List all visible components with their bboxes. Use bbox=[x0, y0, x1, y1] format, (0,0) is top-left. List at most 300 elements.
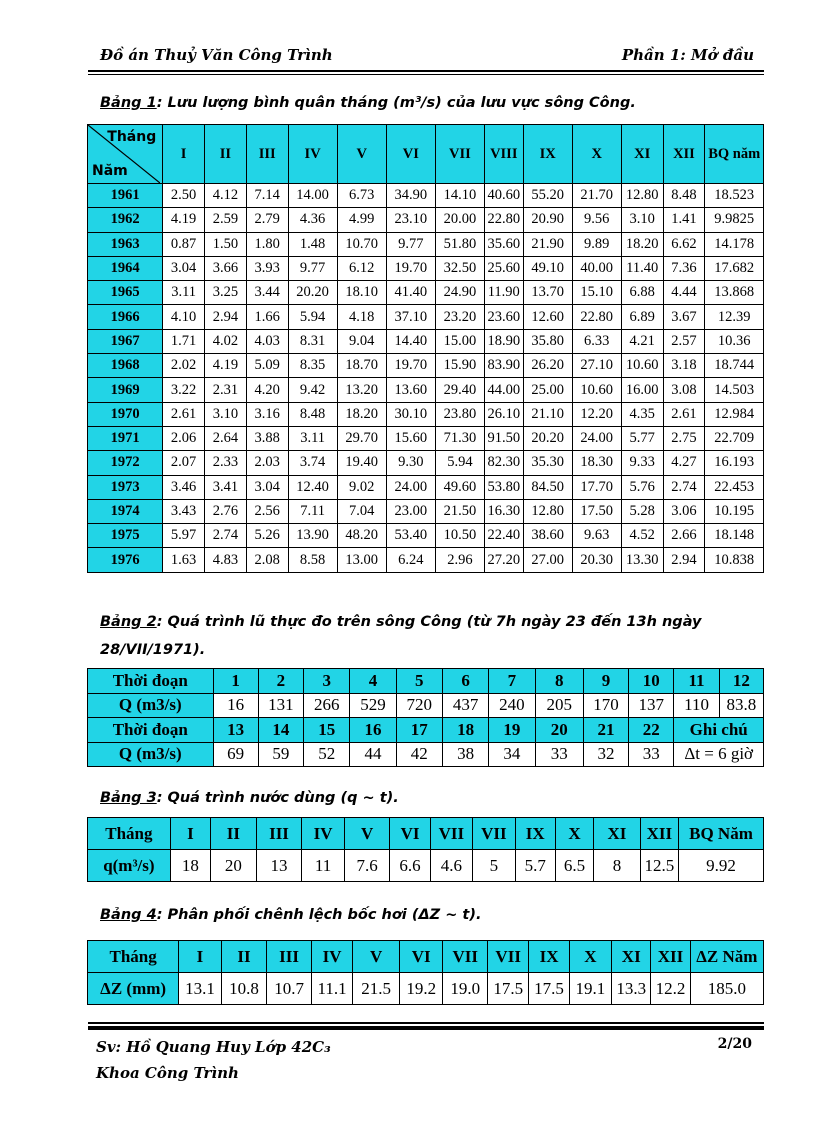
month-header: XII bbox=[640, 818, 678, 850]
period-number: 20 bbox=[535, 718, 583, 743]
month-header: III bbox=[246, 125, 288, 184]
flow-value-cell: 26.10 bbox=[484, 402, 523, 426]
flow-value-cell: 6.62 bbox=[663, 232, 705, 256]
flow-value-cell: 12.984 bbox=[705, 402, 764, 426]
flow-value-cell: 9.77 bbox=[288, 256, 337, 280]
table1-caption-text: : Lưu lượng bình quân tháng (m³/s) của lưu vực sông Công. bbox=[156, 95, 636, 111]
flow-value-cell: 1.63 bbox=[163, 548, 205, 572]
month-header: III bbox=[256, 818, 302, 850]
year-cell: 1970 bbox=[88, 402, 163, 426]
period-number: 22 bbox=[629, 718, 674, 743]
month-header: VI bbox=[386, 125, 435, 184]
month-header: I bbox=[179, 941, 221, 973]
flow-value-cell: 4.36 bbox=[288, 208, 337, 232]
table-row bbox=[88, 232, 764, 256]
flow-value-cell: 14.178 bbox=[705, 232, 764, 256]
flow-value-cell: 15.00 bbox=[435, 329, 484, 353]
period-row-1 bbox=[88, 669, 764, 694]
table-row bbox=[88, 499, 764, 523]
flow-value-cell: 4.19 bbox=[205, 354, 247, 378]
evaporation-value: 19.2 bbox=[399, 973, 443, 1005]
flow-value-cell: 3.88 bbox=[246, 426, 288, 450]
flow-value-cell: 10.70 bbox=[337, 232, 386, 256]
flow-value-cell: 2.31 bbox=[205, 378, 247, 402]
flow-value-cell: 3.11 bbox=[163, 281, 205, 305]
month-header: VII bbox=[488, 941, 529, 973]
flow-value-cell: 12.40 bbox=[288, 475, 337, 499]
water-use-value: 11 bbox=[302, 850, 344, 882]
flow-value-cell: 2.75 bbox=[663, 426, 705, 450]
month-header: IV bbox=[288, 125, 337, 184]
flow-value-cell: 3.04 bbox=[163, 256, 205, 280]
water-use-value: 6.6 bbox=[390, 850, 430, 882]
flow-value-cell: 22.40 bbox=[484, 524, 523, 548]
discharge-value: 32 bbox=[583, 742, 628, 767]
month-header: III bbox=[267, 941, 312, 973]
flow-value-cell: 14.503 bbox=[705, 378, 764, 402]
flow-value-cell: 2.94 bbox=[205, 305, 247, 329]
flow-value-cell: 2.94 bbox=[663, 548, 705, 572]
flow-value-cell: 3.41 bbox=[205, 475, 247, 499]
period-number: 4 bbox=[350, 669, 396, 694]
discharge-value: 529 bbox=[350, 693, 396, 718]
flow-value-cell: 4.52 bbox=[621, 524, 663, 548]
flow-value-cell: 3.44 bbox=[246, 281, 288, 305]
flow-value-cell: 13.00 bbox=[337, 548, 386, 572]
discharge-label: Q (m3/s) bbox=[88, 693, 214, 718]
period-number: 7 bbox=[489, 669, 535, 694]
flow-value-cell: 2.61 bbox=[663, 402, 705, 426]
month-header: V bbox=[353, 941, 400, 973]
flow-value-cell: 32.50 bbox=[435, 256, 484, 280]
flow-value-cell: 4.18 bbox=[337, 305, 386, 329]
water-use-value: 18 bbox=[170, 850, 210, 882]
discharge-value: 170 bbox=[583, 693, 628, 718]
water-use-value: 5 bbox=[473, 850, 515, 882]
flow-value-cell: 13.30 bbox=[621, 548, 663, 572]
flow-value-cell: 5.28 bbox=[621, 499, 663, 523]
discharge-value: 59 bbox=[258, 742, 303, 767]
discharge-value: 131 bbox=[258, 693, 303, 718]
year-cell: 1976 bbox=[88, 548, 163, 572]
evaporation-value: 13.1 bbox=[179, 973, 221, 1005]
period-number: 10 bbox=[629, 669, 674, 694]
flow-value-cell: 22.80 bbox=[484, 208, 523, 232]
table-row bbox=[88, 184, 764, 208]
table3-caption-label: Bảng 3 bbox=[100, 790, 157, 806]
flood-hydrograph-table bbox=[87, 668, 764, 767]
year-cell: 1973 bbox=[88, 475, 163, 499]
flow-value-cell: 51.80 bbox=[435, 232, 484, 256]
flow-value-cell: 5.26 bbox=[246, 524, 288, 548]
flow-value-cell: 19.70 bbox=[386, 256, 435, 280]
table4-caption bbox=[100, 907, 482, 923]
flow-value-cell: 2.74 bbox=[205, 524, 247, 548]
table-row bbox=[88, 548, 764, 572]
flow-value-cell: 3.93 bbox=[246, 256, 288, 280]
period-number: 17 bbox=[396, 718, 442, 743]
flow-value-cell: 8.48 bbox=[288, 402, 337, 426]
flow-value-cell: 3.16 bbox=[246, 402, 288, 426]
month-header: IV bbox=[302, 818, 344, 850]
flow-value-cell: 84.50 bbox=[523, 475, 572, 499]
flow-value-cell: 9.42 bbox=[288, 378, 337, 402]
month-header: II bbox=[211, 818, 257, 850]
month-header: V bbox=[344, 818, 390, 850]
flow-value-cell: 19.70 bbox=[386, 354, 435, 378]
flow-value-cell: 6.24 bbox=[386, 548, 435, 572]
year-cell: 1975 bbox=[88, 524, 163, 548]
flow-value-cell: 22.80 bbox=[572, 305, 621, 329]
water-use-value: 12.5 bbox=[640, 850, 678, 882]
flow-value-cell: 3.66 bbox=[205, 256, 247, 280]
flow-value-cell: 5.94 bbox=[288, 305, 337, 329]
flow-value-cell: 3.25 bbox=[205, 281, 247, 305]
water-use-value: 5.7 bbox=[515, 850, 555, 882]
flow-value-cell: 18.10 bbox=[337, 281, 386, 305]
table2-caption bbox=[100, 608, 760, 664]
evaporation-value: 21.5 bbox=[353, 973, 400, 1005]
discharge-value: 16 bbox=[213, 693, 258, 718]
discharge-label: Q (m3/s) bbox=[88, 742, 214, 767]
month-header: IX bbox=[523, 125, 572, 184]
flow-value-cell: 71.30 bbox=[435, 426, 484, 450]
flow-value-cell: 27.20 bbox=[484, 548, 523, 572]
month-header: XII bbox=[663, 125, 705, 184]
evaporation-value: 17.5 bbox=[488, 973, 529, 1005]
flow-value-cell: 8.31 bbox=[288, 329, 337, 353]
evaporation-value: 19.1 bbox=[569, 973, 611, 1005]
table-row bbox=[88, 208, 764, 232]
discharge-value: 205 bbox=[535, 693, 583, 718]
flow-value-cell: 2.08 bbox=[246, 548, 288, 572]
discharge-value: 42 bbox=[396, 742, 442, 767]
corner-month-label: Tháng bbox=[107, 129, 157, 145]
flow-value-cell: 3.18 bbox=[663, 354, 705, 378]
period-number: 2 bbox=[258, 669, 303, 694]
flow-value-cell: 5.77 bbox=[621, 426, 663, 450]
flow-value-cell: 14.10 bbox=[435, 184, 484, 208]
flow-value-cell: 21.50 bbox=[435, 499, 484, 523]
flow-value-cell: 2.03 bbox=[246, 451, 288, 475]
table3-caption bbox=[100, 790, 399, 806]
flow-value-cell: 27.00 bbox=[523, 548, 572, 572]
flow-value-cell: 40.60 bbox=[484, 184, 523, 208]
period-number: 3 bbox=[304, 669, 350, 694]
month-row bbox=[88, 941, 764, 973]
discharge-value: 34 bbox=[489, 742, 535, 767]
year-cell: 1965 bbox=[88, 281, 163, 305]
discharge-value: 69 bbox=[213, 742, 258, 767]
flow-value-cell: 13.90 bbox=[288, 524, 337, 548]
flow-value-cell: 2.66 bbox=[663, 524, 705, 548]
flow-value-cell: 18.30 bbox=[572, 451, 621, 475]
flow-value-cell: 10.50 bbox=[435, 524, 484, 548]
flow-value-cell: 13.60 bbox=[386, 378, 435, 402]
flow-value-cell: 2.61 bbox=[163, 402, 205, 426]
flow-value-cell: 41.40 bbox=[386, 281, 435, 305]
flow-value-cell: 3.08 bbox=[663, 378, 705, 402]
month-header: BQ năm bbox=[705, 125, 764, 184]
period-number: 19 bbox=[489, 718, 535, 743]
corner-year-label: Năm bbox=[92, 163, 128, 179]
year-cell: 1974 bbox=[88, 499, 163, 523]
month-header: ΔZ Năm bbox=[690, 941, 763, 973]
flow-value-cell: 9.30 bbox=[386, 451, 435, 475]
flow-value-cell: 7.04 bbox=[337, 499, 386, 523]
flow-value-cell: 53.40 bbox=[386, 524, 435, 548]
flow-value-cell: 9.9825 bbox=[705, 208, 764, 232]
flow-value-cell: 23.00 bbox=[386, 499, 435, 523]
flow-value-cell: 9.33 bbox=[621, 451, 663, 475]
flow-value-cell: 18.20 bbox=[337, 402, 386, 426]
flow-value-cell: 16.00 bbox=[621, 378, 663, 402]
water-use-table bbox=[87, 817, 764, 882]
flow-value-cell: 2.33 bbox=[205, 451, 247, 475]
flow-value-cell: 1.48 bbox=[288, 232, 337, 256]
month-header: VII bbox=[473, 818, 515, 850]
flow-value-cell: 21.90 bbox=[523, 232, 572, 256]
month-header: IX bbox=[515, 818, 555, 850]
flow-value-cell: 2.57 bbox=[663, 329, 705, 353]
month-header: VII bbox=[435, 125, 484, 184]
flow-value-cell: 5.09 bbox=[246, 354, 288, 378]
flow-value-cell: 14.00 bbox=[288, 184, 337, 208]
flow-value-cell: 9.77 bbox=[386, 232, 435, 256]
flow-value-cell: 3.67 bbox=[663, 305, 705, 329]
flow-value-cell: 3.74 bbox=[288, 451, 337, 475]
flow-value-cell: 6.73 bbox=[337, 184, 386, 208]
month-header: X bbox=[555, 818, 593, 850]
flow-value-cell: 3.04 bbox=[246, 475, 288, 499]
footer-department: Khoa Công Trình bbox=[96, 1064, 239, 1082]
flow-value-cell: 4.10 bbox=[163, 305, 205, 329]
flow-value-cell: 11.90 bbox=[484, 281, 523, 305]
flow-value-cell: 4.19 bbox=[163, 208, 205, 232]
table-row bbox=[88, 451, 764, 475]
flow-value-cell: 2.96 bbox=[435, 548, 484, 572]
flow-value-cell: 24.00 bbox=[572, 426, 621, 450]
month-header: BQ Năm bbox=[678, 818, 763, 850]
flow-value-cell: 30.10 bbox=[386, 402, 435, 426]
period-number: 21 bbox=[583, 718, 628, 743]
flow-value-cell: 12.80 bbox=[621, 184, 663, 208]
flow-value-cell: 35.80 bbox=[523, 329, 572, 353]
note-header: Ghi chú bbox=[674, 718, 764, 743]
year-cell: 1966 bbox=[88, 305, 163, 329]
period-label: Thời đoạn bbox=[88, 718, 214, 743]
flow-value-cell: 2.06 bbox=[163, 426, 205, 450]
flow-value-cell: 2.50 bbox=[163, 184, 205, 208]
year-cell: 1962 bbox=[88, 208, 163, 232]
discharge-value: 137 bbox=[629, 693, 674, 718]
flow-value-cell: 18.744 bbox=[705, 354, 764, 378]
flow-value-cell: 49.60 bbox=[435, 475, 484, 499]
flow-value-cell: 9.63 bbox=[572, 524, 621, 548]
flow-value-cell: 20.00 bbox=[435, 208, 484, 232]
flow-value-cell: 1.50 bbox=[205, 232, 247, 256]
year-cell: 1972 bbox=[88, 451, 163, 475]
flow-value-cell: 5.94 bbox=[435, 451, 484, 475]
period-number: 18 bbox=[442, 718, 488, 743]
flow-value-cell: 8.48 bbox=[663, 184, 705, 208]
water-use-value: 4.6 bbox=[430, 850, 472, 882]
discharge-value: 52 bbox=[304, 742, 350, 767]
discharge-value: 266 bbox=[304, 693, 350, 718]
header-rule bbox=[88, 70, 764, 72]
period-number: 5 bbox=[396, 669, 442, 694]
footer-rule bbox=[88, 1022, 764, 1024]
flow-value-cell: 12.39 bbox=[705, 305, 764, 329]
flow-value-cell: 12.80 bbox=[523, 499, 572, 523]
evaporation-value: 10.8 bbox=[221, 973, 267, 1005]
flow-value-cell: 4.02 bbox=[205, 329, 247, 353]
flow-value-cell: 10.838 bbox=[705, 548, 764, 572]
flow-value-cell: 4.44 bbox=[663, 281, 705, 305]
page-header bbox=[100, 46, 754, 70]
table2-caption-label: Bảng 2 bbox=[100, 614, 157, 630]
flow-value-cell: 29.70 bbox=[337, 426, 386, 450]
water-use-value: 7.6 bbox=[344, 850, 390, 882]
month-header: XII bbox=[651, 941, 690, 973]
header-title: Đồ án Thuỷ Văn Công Trình bbox=[100, 46, 333, 64]
flow-value-cell: 18.20 bbox=[621, 232, 663, 256]
period-number: 6 bbox=[442, 669, 488, 694]
flow-value-cell: 17.70 bbox=[572, 475, 621, 499]
flow-value-cell: 8.58 bbox=[288, 548, 337, 572]
flow-value-cell: 10.60 bbox=[621, 354, 663, 378]
water-use-row bbox=[88, 850, 764, 882]
flow-value-cell: 37.10 bbox=[386, 305, 435, 329]
discharge-value: 83.8 bbox=[719, 693, 763, 718]
flow-value-cell: 6.89 bbox=[621, 305, 663, 329]
flow-value-cell: 2.59 bbox=[205, 208, 247, 232]
period-number: 16 bbox=[350, 718, 396, 743]
period-number: 1 bbox=[213, 669, 258, 694]
flow-value-cell: 91.50 bbox=[484, 426, 523, 450]
month-header: XI bbox=[621, 125, 663, 184]
year-cell: 1968 bbox=[88, 354, 163, 378]
table-row bbox=[88, 524, 764, 548]
flow-value-cell: 3.10 bbox=[205, 402, 247, 426]
table1-corner-cell bbox=[88, 125, 163, 184]
flow-value-cell: 23.60 bbox=[484, 305, 523, 329]
flow-value-cell: 4.21 bbox=[621, 329, 663, 353]
flow-value-cell: 1.71 bbox=[163, 329, 205, 353]
flow-value-cell: 12.60 bbox=[523, 305, 572, 329]
flow-value-cell: 6.88 bbox=[621, 281, 663, 305]
month-header: II bbox=[205, 125, 247, 184]
year-cell: 1961 bbox=[88, 184, 163, 208]
flow-value-cell: 5.97 bbox=[163, 524, 205, 548]
flow-value-cell: 23.10 bbox=[386, 208, 435, 232]
flow-value-cell: 2.76 bbox=[205, 499, 247, 523]
flow-value-cell: 3.11 bbox=[288, 426, 337, 450]
flow-value-cell: 2.02 bbox=[163, 354, 205, 378]
year-cell: 1969 bbox=[88, 378, 163, 402]
table-row bbox=[88, 378, 764, 402]
flow-value-cell: 3.06 bbox=[663, 499, 705, 523]
table4-caption-text: : Phân phối chênh lệch bốc hơi (ΔZ ~ t). bbox=[156, 907, 482, 923]
page-footer bbox=[96, 1034, 331, 1086]
flow-value-cell: 10.60 bbox=[572, 378, 621, 402]
flow-value-cell: 4.35 bbox=[621, 402, 663, 426]
month-header: XI bbox=[594, 818, 641, 850]
month-header: VII bbox=[430, 818, 472, 850]
flow-value-cell: 34.90 bbox=[386, 184, 435, 208]
period-number: 15 bbox=[304, 718, 350, 743]
flow-value-cell: 21.70 bbox=[572, 184, 621, 208]
flow-value-cell: 25.00 bbox=[523, 378, 572, 402]
flow-value-cell: 7.14 bbox=[246, 184, 288, 208]
flow-value-cell: 20.90 bbox=[523, 208, 572, 232]
header-section: Phần 1: Mở đầu bbox=[621, 46, 754, 64]
flow-value-cell: 11.40 bbox=[621, 256, 663, 280]
water-use-label: q(m³/s) bbox=[88, 850, 171, 882]
period-number: 12 bbox=[719, 669, 763, 694]
flow-value-cell: 55.20 bbox=[523, 184, 572, 208]
month-header: V bbox=[337, 125, 386, 184]
flow-value-cell: 10.195 bbox=[705, 499, 764, 523]
flow-value-cell: 35.60 bbox=[484, 232, 523, 256]
month-header: I bbox=[170, 818, 210, 850]
discharge-value: 33 bbox=[629, 742, 674, 767]
note-value: Δt = 6 giờ bbox=[674, 742, 764, 767]
flow-value-cell: 7.36 bbox=[663, 256, 705, 280]
monthly-flow-table bbox=[87, 124, 764, 573]
flow-value-cell: 10.36 bbox=[705, 329, 764, 353]
period-label: Thời đoạn bbox=[88, 669, 214, 694]
flow-value-cell: 18.90 bbox=[484, 329, 523, 353]
flow-value-cell: 4.27 bbox=[663, 451, 705, 475]
discharge-value: 720 bbox=[396, 693, 442, 718]
flow-value-cell: 9.89 bbox=[572, 232, 621, 256]
discharge-row-2 bbox=[88, 742, 764, 767]
month-header: VII bbox=[443, 941, 488, 973]
flow-value-cell: 2.07 bbox=[163, 451, 205, 475]
flow-value-cell: 22.453 bbox=[705, 475, 764, 499]
flow-value-cell: 26.20 bbox=[523, 354, 572, 378]
flow-value-cell: 9.04 bbox=[337, 329, 386, 353]
discharge-value: 110 bbox=[674, 693, 719, 718]
flow-value-cell: 1.80 bbox=[246, 232, 288, 256]
flow-value-cell: 18.523 bbox=[705, 184, 764, 208]
month-header: I bbox=[163, 125, 205, 184]
table1-caption bbox=[100, 95, 636, 111]
flow-value-cell: 12.20 bbox=[572, 402, 621, 426]
month-label: Tháng bbox=[88, 818, 171, 850]
flow-value-cell: 29.40 bbox=[435, 378, 484, 402]
flow-value-cell: 4.12 bbox=[205, 184, 247, 208]
month-header: VI bbox=[399, 941, 443, 973]
month-header: X bbox=[572, 125, 621, 184]
flow-value-cell: 19.40 bbox=[337, 451, 386, 475]
evaporation-value: 17.5 bbox=[529, 973, 569, 1005]
water-use-value: 20 bbox=[211, 850, 257, 882]
period-number: 11 bbox=[674, 669, 719, 694]
flow-value-cell: 23.20 bbox=[435, 305, 484, 329]
flow-value-cell: 8.35 bbox=[288, 354, 337, 378]
evaporation-label: ΔZ (mm) bbox=[88, 973, 179, 1005]
flow-value-cell: 24.00 bbox=[386, 475, 435, 499]
table-row bbox=[88, 305, 764, 329]
flow-value-cell: 18.148 bbox=[705, 524, 764, 548]
year-cell: 1964 bbox=[88, 256, 163, 280]
water-use-value: 13 bbox=[256, 850, 302, 882]
evaporation-value: 185.0 bbox=[690, 973, 763, 1005]
water-use-value: 8 bbox=[594, 850, 641, 882]
water-use-value: 9.92 bbox=[678, 850, 763, 882]
